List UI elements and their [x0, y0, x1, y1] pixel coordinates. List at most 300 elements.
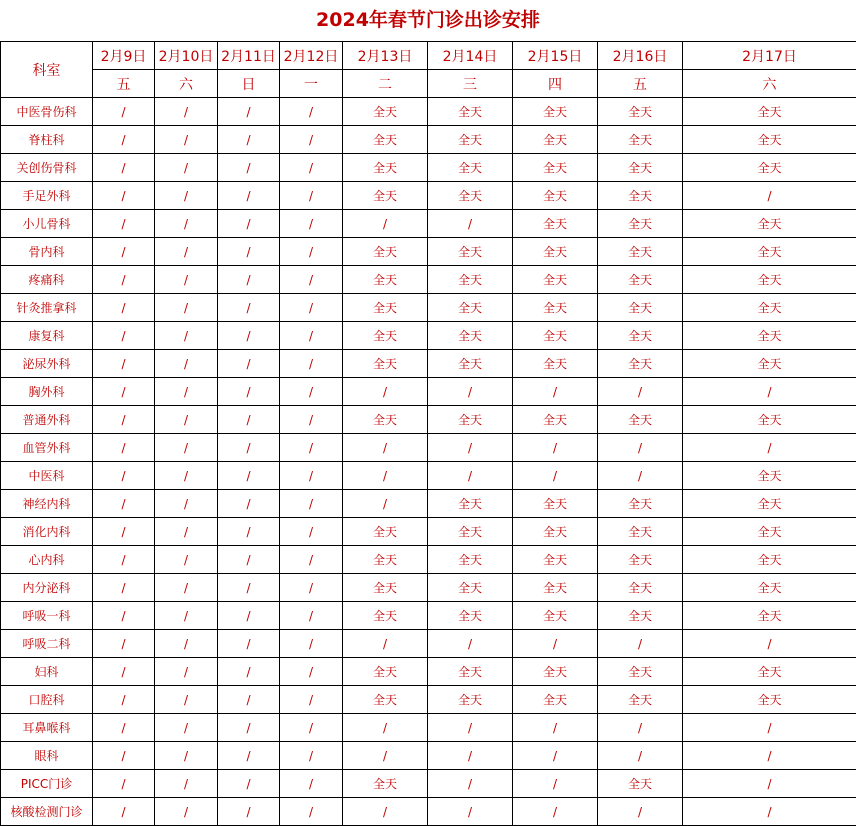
schedule-cell: /	[93, 462, 155, 490]
schedule-cell: /	[428, 462, 513, 490]
schedule-cell: 全天	[428, 686, 513, 714]
schedule-cell: /	[513, 378, 598, 406]
schedule-cell: /	[218, 686, 280, 714]
dept-name: 内分泌科	[1, 574, 93, 602]
schedule-cell: 全天	[598, 686, 683, 714]
schedule-cell: 全天	[428, 154, 513, 182]
schedule-cell: 全天	[598, 98, 683, 126]
schedule-cell: /	[513, 714, 598, 742]
schedule-cell: 全天	[683, 154, 856, 182]
schedule-cell: 全天	[343, 182, 428, 210]
table-row	[1, 154, 856, 182]
schedule-cell: 全天	[428, 294, 513, 322]
schedule-cell: 全天	[343, 322, 428, 350]
schedule-cell: /	[155, 462, 218, 490]
schedule-cell: /	[93, 546, 155, 574]
schedule-cell: 全天	[343, 294, 428, 322]
schedule-cell: /	[218, 798, 280, 826]
schedule-cell: /	[218, 182, 280, 210]
schedule-cell: /	[218, 210, 280, 238]
schedule-cell: 全天	[428, 490, 513, 518]
schedule-cell: 全天	[513, 658, 598, 686]
dept-name: 消化内科	[1, 518, 93, 546]
table-row	[1, 182, 856, 210]
dept-name: 中医科	[1, 462, 93, 490]
schedule-cell: /	[343, 490, 428, 518]
table-row	[1, 406, 856, 434]
schedule-cell: /	[513, 462, 598, 490]
table-row	[1, 238, 856, 266]
schedule-cell: 全天	[343, 602, 428, 630]
schedule-cell: 全天	[683, 238, 856, 266]
schedule-cell: /	[218, 350, 280, 378]
schedule-cell: /	[155, 126, 218, 154]
schedule-cell: /	[598, 742, 683, 770]
schedule-cell: /	[280, 350, 343, 378]
schedule-cell: /	[155, 154, 218, 182]
schedule-cell: 全天	[513, 126, 598, 154]
schedule-cell: /	[280, 546, 343, 574]
schedule-cell: 全天	[683, 658, 856, 686]
schedule-cell: /	[218, 518, 280, 546]
schedule-cell: 全天	[428, 266, 513, 294]
schedule-cell: 全天	[513, 322, 598, 350]
schedule-cell: 全天	[598, 126, 683, 154]
schedule-cell: /	[683, 182, 856, 210]
schedule-cell: 全天	[343, 518, 428, 546]
schedule-cell: 全天	[513, 518, 598, 546]
schedule-cell: /	[218, 322, 280, 350]
schedule-cell: /	[280, 574, 343, 602]
date-header: 2月13日	[343, 42, 428, 70]
table-row	[1, 350, 856, 378]
schedule-cell: /	[280, 294, 343, 322]
schedule-cell: /	[93, 490, 155, 518]
schedule-cell: /	[343, 798, 428, 826]
schedule-cell: /	[280, 378, 343, 406]
schedule-cell: 全天	[428, 406, 513, 434]
dept-name: 骨内科	[1, 238, 93, 266]
schedule-cell: /	[155, 350, 218, 378]
weekday-header: 六	[683, 70, 856, 98]
schedule-cell: /	[428, 714, 513, 742]
schedule-cell: /	[683, 630, 856, 658]
dept-column-header: 科室	[1, 42, 93, 98]
schedule-cell: /	[218, 462, 280, 490]
schedule-cell: /	[93, 602, 155, 630]
weekday-header: 三	[428, 70, 513, 98]
schedule-cell: /	[155, 742, 218, 770]
schedule-cell: /	[93, 350, 155, 378]
table-row	[1, 126, 856, 154]
schedule-cell: /	[155, 630, 218, 658]
schedule-cell: 全天	[598, 238, 683, 266]
schedule-cell: 全天	[513, 406, 598, 434]
dept-name: 关创伤骨科	[1, 154, 93, 182]
schedule-cell: 全天	[513, 350, 598, 378]
schedule-cell: /	[155, 602, 218, 630]
schedule-cell: /	[280, 770, 343, 798]
schedule-cell: 全天	[683, 546, 856, 574]
schedule-cell: /	[155, 238, 218, 266]
schedule-cell: 全天	[343, 658, 428, 686]
table-row	[1, 546, 856, 574]
schedule-cell: /	[280, 238, 343, 266]
schedule-cell: 全天	[598, 182, 683, 210]
schedule-cell: /	[280, 210, 343, 238]
table-row	[1, 294, 856, 322]
schedule-cell: /	[93, 210, 155, 238]
schedule-cell: /	[428, 742, 513, 770]
schedule-cell: /	[93, 322, 155, 350]
schedule-cell: /	[93, 770, 155, 798]
table-row	[1, 462, 856, 490]
table-row	[1, 798, 856, 826]
schedule-cell: 全天	[428, 546, 513, 574]
date-header: 2月9日	[93, 42, 155, 70]
table-row	[1, 98, 856, 126]
schedule-cell: /	[428, 798, 513, 826]
schedule-cell: /	[218, 434, 280, 462]
schedule-cell: 全天	[343, 546, 428, 574]
schedule-cell: /	[218, 658, 280, 686]
date-header: 2月15日	[513, 42, 598, 70]
schedule-cell: 全天	[513, 238, 598, 266]
schedule-cell: /	[93, 630, 155, 658]
weekday-header: 五	[93, 70, 155, 98]
date-header: 2月17日	[683, 42, 856, 70]
schedule-cell: /	[93, 518, 155, 546]
schedule-cell: /	[218, 574, 280, 602]
dept-name: 心内科	[1, 546, 93, 574]
schedule-cell: /	[280, 434, 343, 462]
dept-name: 眼科	[1, 742, 93, 770]
schedule-cell: /	[280, 406, 343, 434]
schedule-cell: /	[93, 658, 155, 686]
weekday-header: 四	[513, 70, 598, 98]
schedule-cell: /	[683, 742, 856, 770]
dept-name: 普通外科	[1, 406, 93, 434]
schedule-cell: /	[428, 210, 513, 238]
table-row	[1, 266, 856, 294]
date-header: 2月10日	[155, 42, 218, 70]
schedule-cell: /	[513, 630, 598, 658]
schedule-cell: 全天	[513, 546, 598, 574]
schedule-cell: /	[280, 266, 343, 294]
schedule-cell: /	[280, 658, 343, 686]
table-row	[1, 434, 856, 462]
table-row	[1, 714, 856, 742]
schedule-body	[1, 98, 856, 826]
dept-name: 小儿骨科	[1, 210, 93, 238]
schedule-cell: /	[683, 434, 856, 462]
schedule-cell: /	[155, 770, 218, 798]
dept-name: 脊柱科	[1, 126, 93, 154]
date-header: 2月11日	[218, 42, 280, 70]
schedule-cell: /	[155, 658, 218, 686]
table-row	[1, 686, 856, 714]
schedule-cell: /	[155, 182, 218, 210]
schedule-cell: /	[218, 126, 280, 154]
schedule-cell: /	[218, 378, 280, 406]
schedule-cell: 全天	[428, 602, 513, 630]
table-row	[1, 630, 856, 658]
schedule-cell: 全天	[598, 602, 683, 630]
schedule-cell: /	[218, 98, 280, 126]
schedule-cell: /	[428, 770, 513, 798]
weekday-header: 一	[280, 70, 343, 98]
schedule-table	[0, 41, 856, 826]
schedule-cell: 全天	[598, 406, 683, 434]
schedule-cell: 全天	[683, 490, 856, 518]
dept-name: 呼吸一科	[1, 602, 93, 630]
schedule-cell: /	[280, 798, 343, 826]
schedule-cell: /	[280, 630, 343, 658]
schedule-cell: 全天	[598, 350, 683, 378]
schedule-cell: /	[218, 154, 280, 182]
dept-name: 中医骨伤科	[1, 98, 93, 126]
schedule-cell: /	[93, 98, 155, 126]
schedule-cell: 全天	[343, 126, 428, 154]
dept-name: 核酸检测门诊	[1, 798, 93, 826]
schedule-cell: 全天	[683, 574, 856, 602]
schedule-cell: /	[343, 630, 428, 658]
schedule-cell: /	[280, 98, 343, 126]
schedule-cell: 全天	[683, 266, 856, 294]
schedule-cell: 全天	[683, 602, 856, 630]
dept-name: 口腔科	[1, 686, 93, 714]
date-header: 2月14日	[428, 42, 513, 70]
dept-name: 呼吸二科	[1, 630, 93, 658]
schedule-cell: 全天	[343, 350, 428, 378]
weekday-header: 六	[155, 70, 218, 98]
schedule-cell: /	[218, 406, 280, 434]
schedule-cell: /	[683, 798, 856, 826]
table-row	[1, 602, 856, 630]
schedule-cell: /	[343, 742, 428, 770]
schedule-cell: /	[155, 490, 218, 518]
table-row	[1, 322, 856, 350]
schedule-cell: 全天	[513, 574, 598, 602]
dept-name: 血管外科	[1, 434, 93, 462]
schedule-cell: 全天	[683, 462, 856, 490]
schedule-cell: 全天	[598, 210, 683, 238]
schedule-cell: /	[428, 434, 513, 462]
schedule-cell: /	[218, 602, 280, 630]
schedule-cell: /	[218, 742, 280, 770]
schedule-cell: /	[155, 434, 218, 462]
schedule-cell: 全天	[598, 490, 683, 518]
schedule-cell: /	[93, 798, 155, 826]
schedule-cell: 全天	[513, 266, 598, 294]
schedule-cell: /	[428, 378, 513, 406]
schedule-cell: 全天	[343, 98, 428, 126]
dept-name: 疼痛科	[1, 266, 93, 294]
schedule-cell: /	[218, 294, 280, 322]
schedule-cell: /	[683, 770, 856, 798]
schedule-cell: 全天	[683, 126, 856, 154]
schedule-cell: /	[598, 378, 683, 406]
schedule-cell: /	[155, 210, 218, 238]
schedule-cell: /	[280, 602, 343, 630]
page-title: 2024年春节门诊出诊安排	[0, 0, 856, 40]
schedule-cell: /	[218, 238, 280, 266]
schedule-cell: 全天	[513, 98, 598, 126]
schedule-cell: /	[280, 742, 343, 770]
schedule-cell: 全天	[428, 98, 513, 126]
schedule-cell: 全天	[343, 266, 428, 294]
schedule-cell: /	[280, 714, 343, 742]
dept-name: PICC门诊	[1, 770, 93, 798]
schedule-cell: 全天	[428, 322, 513, 350]
schedule-cell: 全天	[683, 406, 856, 434]
table-row	[1, 658, 856, 686]
schedule-cell: /	[280, 182, 343, 210]
schedule-cell: 全天	[598, 658, 683, 686]
schedule-cell: /	[155, 322, 218, 350]
schedule-cell: 全天	[513, 182, 598, 210]
schedule-cell: 全天	[598, 770, 683, 798]
schedule-cell: /	[93, 126, 155, 154]
schedule-cell: /	[280, 686, 343, 714]
schedule-cell: /	[598, 434, 683, 462]
schedule-cell: /	[93, 742, 155, 770]
schedule-cell: /	[598, 630, 683, 658]
dept-name: 泌尿外科	[1, 350, 93, 378]
schedule-cell: /	[218, 490, 280, 518]
schedule-cell: /	[93, 182, 155, 210]
schedule-cell: /	[218, 630, 280, 658]
schedule-cell: 全天	[513, 686, 598, 714]
schedule-cell: /	[218, 770, 280, 798]
schedule-cell: 全天	[513, 490, 598, 518]
schedule-cell: /	[343, 462, 428, 490]
schedule-cell: 全天	[428, 574, 513, 602]
schedule-cell: 全天	[513, 602, 598, 630]
schedule-cell: 全天	[428, 518, 513, 546]
schedule-cell: /	[598, 462, 683, 490]
schedule-cell: /	[93, 406, 155, 434]
schedule-cell: 全天	[598, 322, 683, 350]
schedule-cell: 全天	[513, 154, 598, 182]
date-header: 2月12日	[280, 42, 343, 70]
dept-name: 胸外科	[1, 378, 93, 406]
schedule-cell: /	[93, 434, 155, 462]
table-row	[1, 742, 856, 770]
schedule-cell: /	[280, 490, 343, 518]
schedule-cell: /	[280, 518, 343, 546]
schedule-cell: 全天	[683, 322, 856, 350]
schedule-cell: 全天	[428, 126, 513, 154]
schedule-cell: 全天	[428, 238, 513, 266]
weekday-header: 二	[343, 70, 428, 98]
dept-name: 妇科	[1, 658, 93, 686]
schedule-cell: /	[155, 98, 218, 126]
schedule-cell: /	[218, 266, 280, 294]
schedule-cell: /	[93, 378, 155, 406]
schedule-cell: 全天	[513, 294, 598, 322]
schedule-cell: /	[280, 154, 343, 182]
schedule-cell: /	[155, 518, 218, 546]
schedule-cell: 全天	[683, 518, 856, 546]
schedule-cell: /	[683, 378, 856, 406]
schedule-cell: /	[155, 574, 218, 602]
schedule-cell: 全天	[683, 350, 856, 378]
schedule-cell: /	[218, 714, 280, 742]
dept-name: 康复科	[1, 322, 93, 350]
schedule-cell: 全天	[343, 770, 428, 798]
schedule-cell: /	[343, 210, 428, 238]
dept-name: 神经内科	[1, 490, 93, 518]
schedule-cell: /	[513, 742, 598, 770]
schedule-cell: 全天	[428, 182, 513, 210]
schedule-cell: 全天	[683, 686, 856, 714]
schedule-cell: 全天	[513, 210, 598, 238]
schedule-cell: /	[280, 126, 343, 154]
schedule-cell: /	[155, 266, 218, 294]
schedule-cell: /	[218, 546, 280, 574]
schedule-cell: /	[598, 798, 683, 826]
schedule-cell: /	[155, 686, 218, 714]
schedule-cell: /	[155, 546, 218, 574]
table-row	[1, 770, 856, 798]
dept-name: 针灸推拿科	[1, 294, 93, 322]
schedule-cell: 全天	[683, 210, 856, 238]
schedule-cell: 全天	[428, 658, 513, 686]
schedule-cell: /	[343, 378, 428, 406]
table-row	[1, 210, 856, 238]
schedule-cell: /	[93, 266, 155, 294]
schedule-cell: /	[93, 686, 155, 714]
schedule-cell: 全天	[343, 154, 428, 182]
schedule-cell: /	[93, 294, 155, 322]
schedule-cell: 全天	[428, 350, 513, 378]
schedule-cell: /	[428, 630, 513, 658]
weekday-header: 五	[598, 70, 683, 98]
schedule-cell: 全天	[598, 518, 683, 546]
schedule-cell: /	[155, 798, 218, 826]
table-row	[1, 490, 856, 518]
schedule-cell: /	[343, 434, 428, 462]
weekday-header: 日	[218, 70, 280, 98]
schedule-cell: 全天	[343, 238, 428, 266]
schedule-cell: /	[93, 574, 155, 602]
schedule-cell: 全天	[598, 546, 683, 574]
weekday-header-row	[1, 70, 856, 98]
schedule-cell: /	[598, 714, 683, 742]
date-header-row	[1, 42, 856, 70]
schedule-cell: 全天	[343, 686, 428, 714]
schedule-cell: 全天	[343, 574, 428, 602]
schedule-cell: 全天	[598, 266, 683, 294]
schedule-cell: 全天	[598, 294, 683, 322]
schedule-cell: /	[513, 434, 598, 462]
schedule-cell: 全天	[683, 294, 856, 322]
schedule-cell: 全天	[343, 406, 428, 434]
table-row	[1, 518, 856, 546]
schedule-cell: /	[155, 714, 218, 742]
schedule-cell: /	[93, 154, 155, 182]
schedule-cell: 全天	[598, 574, 683, 602]
schedule-cell: /	[155, 406, 218, 434]
dept-name: 手足外科	[1, 182, 93, 210]
schedule-cell: /	[513, 770, 598, 798]
schedule-cell: /	[155, 294, 218, 322]
table-row	[1, 574, 856, 602]
dept-name: 耳鼻喉科	[1, 714, 93, 742]
table-row	[1, 378, 856, 406]
date-header: 2月16日	[598, 42, 683, 70]
